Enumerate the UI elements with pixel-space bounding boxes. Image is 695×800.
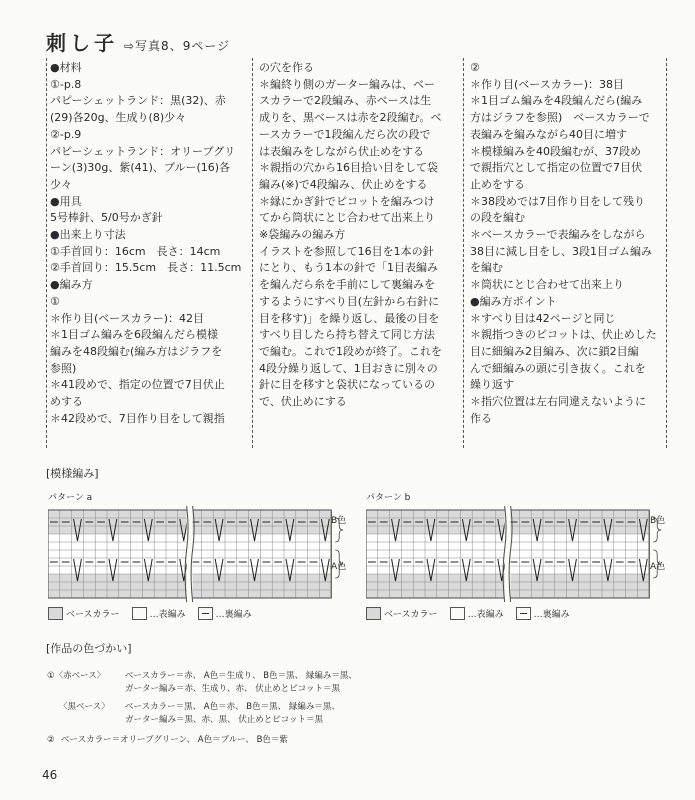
text-line: するようにすべり目(左針から右針に bbox=[259, 294, 440, 308]
text-line: で編む。これで1段めが終了。これを bbox=[259, 344, 442, 358]
text-line: ＊縁にかぎ針でピコットを編みつけ bbox=[259, 194, 435, 208]
purl-symbol bbox=[516, 607, 531, 620]
text-line: の穴を作る bbox=[259, 61, 314, 74]
text-line: んで細編みの頭に引き抜く。これを bbox=[470, 361, 646, 375]
red-base-line2: ガーター編み＝赤、生成り、赤、 伏止めとピコット＝黒 bbox=[125, 683, 341, 694]
colors-section-label: [作品の色づかい] bbox=[46, 642, 132, 655]
text-line: ●編み方ポイント bbox=[470, 294, 557, 308]
text-line: ※袋編みの編み方 bbox=[259, 228, 346, 242]
text-line: 目を移す)」を繰り返し、最後の目を bbox=[259, 311, 440, 325]
text-line: 目に細編み2目編み、次に鎖2目編 bbox=[470, 344, 639, 358]
legend-purl: …裏編み bbox=[533, 610, 570, 620]
text-line: 方はジラフを参照) ベースカラーで bbox=[470, 111, 650, 125]
page-number: 46 bbox=[42, 768, 58, 782]
text-line: 編み(※)で4段編み、伏止めをする bbox=[259, 177, 428, 191]
text-line: ② bbox=[470, 61, 480, 74]
text-line: ＊1目ゴム編みを6段編んだら模様 bbox=[50, 328, 218, 342]
text-line: 4段分繰り返して、1目おきに別々の bbox=[259, 361, 438, 375]
legend-base: ベースカラー bbox=[66, 610, 120, 620]
instructions-column-1 bbox=[50, 60, 245, 446]
text-line: 止めをする bbox=[470, 177, 525, 191]
text-line: ＊すべり目は42ページと同じ bbox=[470, 311, 616, 325]
base-color-swatch bbox=[366, 607, 381, 620]
text-line: 編みを48段編む(編み方はジラフを bbox=[50, 344, 223, 358]
black-base-line2: ガーター編み＝黒、赤、黒、 伏止めとピコット＝黒 bbox=[125, 714, 324, 725]
pattern-b-chart bbox=[366, 506, 671, 602]
text-line: を編んだら糸を手前にして裏編みを bbox=[259, 278, 435, 292]
text-line: にとり、もう1本の針で「1目表編み bbox=[259, 261, 438, 275]
page-title bbox=[46, 27, 230, 56]
text-line: 38目に減し目をし、3段1目ゴム編み bbox=[470, 244, 652, 258]
band-a-label: A色 bbox=[650, 562, 666, 572]
text-line: スカラーで2段編み、赤ベースは生 bbox=[259, 94, 432, 108]
knit-symbol bbox=[132, 607, 147, 620]
text-line: は表編みをしながら伏止めをする bbox=[259, 144, 424, 158]
text-line: ②-p.9 bbox=[50, 127, 82, 141]
legend-base: ベースカラー bbox=[384, 610, 438, 620]
column-divider bbox=[252, 58, 253, 448]
pattern-a-label: パターン a bbox=[48, 493, 93, 503]
legend-a bbox=[48, 607, 264, 620]
text-line: を編む bbox=[470, 261, 503, 275]
text-line: で、伏止めにする bbox=[259, 395, 347, 409]
text-line: の段を編む bbox=[470, 211, 525, 225]
text-line: イラストを参照して16目を1本の針 bbox=[259, 244, 434, 258]
text-line: ＊模様編みを40段編むが、37段め bbox=[470, 144, 641, 158]
text-line: 5号棒針、5/0号かぎ針 bbox=[50, 211, 163, 225]
text-line: ースカラーで1段編んだら次の段で bbox=[259, 127, 431, 141]
legend-knit: …表編み bbox=[467, 610, 504, 620]
text-line: ＊作り目(ベースカラー)：42目 bbox=[50, 311, 205, 325]
text-line: ●編み方 bbox=[50, 278, 93, 292]
pattern-b-label: パターン b bbox=[366, 493, 411, 503]
text-line: ＊42段めで、7目作り目をして親指 bbox=[50, 411, 225, 425]
text-line: ①手首回り：16cm 長さ：14cm bbox=[50, 244, 221, 258]
text-line: ＊作り目(ベースカラー)：38目 bbox=[470, 77, 625, 91]
color-notes bbox=[47, 670, 357, 747]
column-divider bbox=[463, 58, 464, 448]
purl-symbol bbox=[198, 607, 213, 620]
text-line: ① bbox=[50, 294, 60, 308]
text-line: 作る bbox=[470, 411, 492, 425]
text-line: すべり目したら持ち替えて同じ方法 bbox=[259, 328, 435, 342]
band-b-label: B色 bbox=[650, 516, 666, 526]
text-line: (29)各20g、生成り(8)少々 bbox=[50, 111, 187, 125]
band-b-label: B色 bbox=[331, 516, 347, 526]
item2-label: ② bbox=[47, 735, 55, 745]
band-a-label: A色 bbox=[331, 562, 347, 572]
title-main: 刺し子 bbox=[46, 31, 118, 55]
text-line: 表編みを編みながら40目に増す bbox=[470, 127, 627, 141]
text-line: ＊親指の穴から16目拾い目をして袋 bbox=[259, 161, 438, 175]
text-line: めする bbox=[50, 395, 83, 409]
text-line: ＊ベースカラーで表編みをしながら bbox=[470, 228, 646, 242]
legend-knit: …表編み bbox=[149, 610, 186, 620]
base-color-swatch bbox=[48, 607, 63, 620]
item2-line1: ベースカラー＝オリーブグリーン、 A色＝ブルー、 B色＝紫 bbox=[61, 735, 288, 745]
text-line: ＊筒状にとじ合わせて出来上り bbox=[470, 278, 624, 292]
text-line: てから筒状にとじ合わせて出来上り bbox=[259, 211, 435, 225]
instructions-column-3 bbox=[470, 60, 670, 446]
pattern-a-chart bbox=[48, 506, 353, 602]
text-line: ＊41段めで、指定の位置で7目伏止 bbox=[50, 378, 225, 392]
text-line: で親指穴として指定の位置で7目伏 bbox=[470, 161, 642, 175]
text-line: ＊編終り側のガーター編みは、ベー bbox=[259, 77, 435, 91]
column-divider bbox=[46, 58, 47, 448]
text-line: ②手首回り：15.5cm 長さ：11.5cm bbox=[50, 261, 242, 275]
text-line: ＊1目ゴム編みを4段編んだら(編み bbox=[470, 94, 643, 108]
text-line: ＊親指つきのピコットは、伏止めした bbox=[470, 328, 657, 342]
black-base-label: 〈黒ベース〉 bbox=[59, 702, 110, 712]
text-line: ●出来上り寸法 bbox=[50, 228, 126, 242]
text-line: ーン(3)30g、紫(41)、ブルー(16)各 bbox=[50, 161, 231, 175]
text-line: ●材料 bbox=[50, 61, 82, 74]
text-line: 少々 bbox=[50, 177, 72, 191]
legend-b bbox=[366, 607, 582, 620]
red-base-line1: ベースカラー＝赤、 A色＝生成り、 B色＝黒、 縁編み＝黒、 bbox=[125, 671, 357, 681]
legend-purl: …裏編み bbox=[215, 610, 252, 620]
pattern-section-label: [模様編み] bbox=[46, 467, 99, 480]
text-line: 繰り返す bbox=[470, 378, 514, 392]
text-line: 針に目を移すと袋状になっているの bbox=[259, 378, 435, 392]
text-line: 参照) bbox=[50, 361, 77, 375]
black-base-line1: ベースカラー＝黒、 A色＝赤、 B色＝黒、 縁編み＝黒、 bbox=[125, 702, 340, 712]
text-line: ●用具 bbox=[50, 194, 82, 208]
title-photo-ref: ⇨写真8、9ページ bbox=[124, 39, 231, 53]
text-line: パピーシェットランド：黒(32)、赤 bbox=[50, 94, 226, 108]
knit-symbol bbox=[450, 607, 465, 620]
text-line: ①-p.8 bbox=[50, 77, 82, 91]
text-line: ＊指穴位置は左右同違えないように bbox=[470, 395, 646, 409]
text-line: ＊38段めでは7目作り目をして残り bbox=[470, 194, 645, 208]
text-line: パピーシェットランド：オリーブグリ bbox=[50, 144, 236, 158]
instructions-column-2 bbox=[259, 60, 459, 446]
red-base-label: ①〈赤ベース〉 bbox=[47, 671, 106, 681]
text-line: 成りを、黒ベースは赤を2段編む。ベ bbox=[259, 111, 442, 125]
